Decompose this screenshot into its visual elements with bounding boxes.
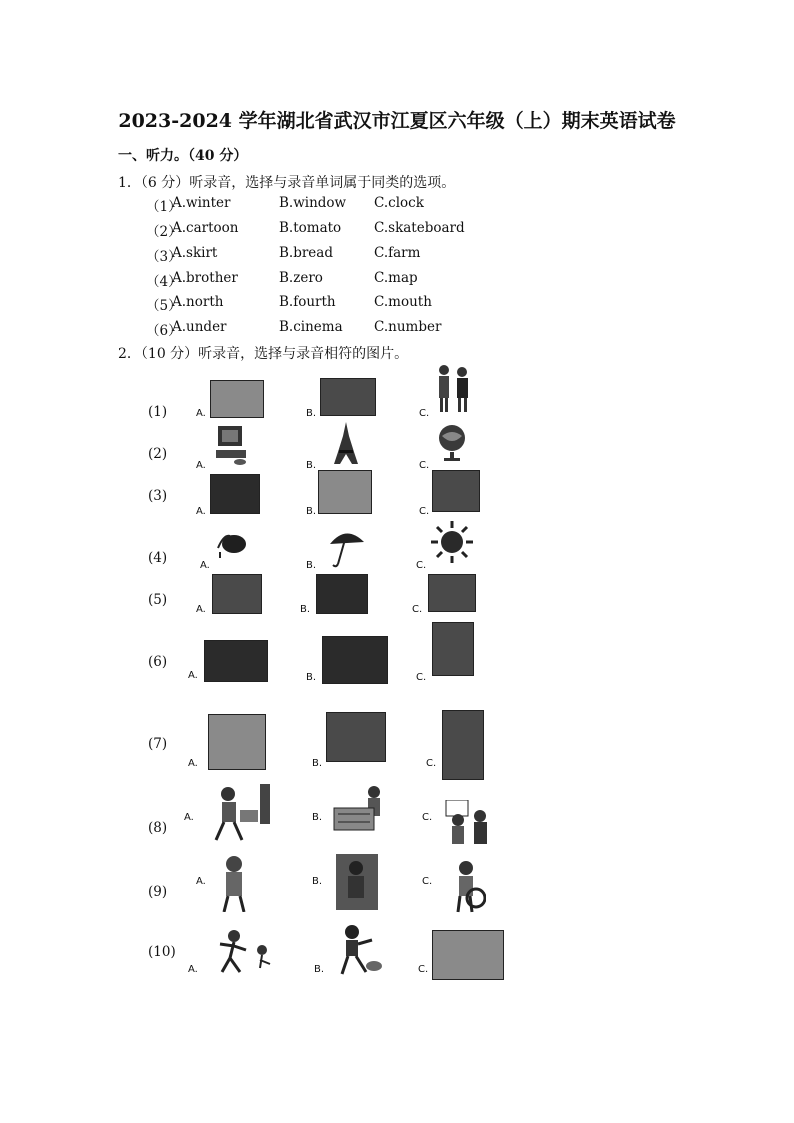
picture-row (146, 852, 566, 916)
sun-picture[interactable] (430, 520, 474, 564)
option-c: C.clock (374, 195, 424, 211)
question-2-stem: 2．（10 分）听录音，选择与录音相符的图片。 (118, 346, 409, 362)
landscape-picture[interactable] (210, 474, 260, 514)
boy-running-picture[interactable] (332, 924, 386, 976)
option-number: （2） (146, 224, 182, 240)
option-number: （1） (146, 199, 182, 215)
girl-bicycle-picture[interactable] (450, 858, 486, 914)
globe-picture[interactable] (436, 422, 470, 462)
road-picture[interactable] (322, 636, 388, 684)
row-number: (6) (148, 654, 168, 670)
two-people-sketch-picture[interactable] (430, 362, 476, 414)
option-c: C.farm (374, 245, 421, 261)
playing-scene-picture[interactable] (432, 930, 504, 980)
picture-row (146, 622, 566, 692)
choice-c-letter: C. (419, 408, 430, 419)
choice-c-letter: C. (426, 758, 437, 769)
two-people-talking-picture[interactable] (444, 800, 496, 854)
option-b: B.zero (279, 270, 323, 286)
choice-b-letter: B. (312, 876, 323, 887)
cooking-person-sketch-picture[interactable] (330, 784, 392, 840)
picture-row (146, 362, 566, 422)
picture-row (146, 782, 566, 860)
choice-a-letter: A. (188, 758, 198, 769)
option-c: C.mouth (374, 294, 432, 310)
street-scene-picture[interactable] (320, 378, 376, 416)
choice-b-letter: B. (314, 964, 325, 975)
row-number: (3) (148, 488, 168, 504)
row-number: (8) (148, 820, 168, 836)
option-a: A.north (172, 294, 224, 310)
choice-c-letter: C. (419, 460, 430, 471)
row-number: (7) (148, 736, 168, 752)
kitchen-picture[interactable] (442, 710, 484, 780)
choice-b-letter: B. (300, 604, 311, 615)
tall-building-picture[interactable] (432, 622, 474, 676)
choice-c-letter: C. (416, 672, 427, 683)
choice-b-letter: B. (306, 460, 317, 471)
field-picture[interactable] (204, 640, 268, 682)
option-a: A.skirt (172, 245, 218, 261)
option-c: C.map (374, 270, 418, 286)
choice-a-letter: A. (196, 604, 206, 615)
choice-c-letter: C. (422, 812, 433, 823)
choice-b-letter: B. (306, 672, 317, 683)
choice-c-letter: C. (419, 506, 430, 517)
tiger-person-picture[interactable] (216, 854, 252, 912)
choice-c-letter: C. (422, 876, 433, 887)
option-b: B.bread (279, 245, 333, 261)
choice-b-letter: B. (306, 506, 317, 517)
classroom-picture[interactable] (326, 712, 386, 762)
running-kids-picture[interactable] (216, 928, 276, 976)
row-number: (10) (148, 944, 176, 960)
choice-b-letter: B. (312, 758, 323, 769)
option-number: （3） (146, 249, 182, 265)
choice-b-letter: B. (312, 812, 323, 823)
choice-c-letter: C. (416, 560, 427, 571)
option-b: B.tomato (279, 220, 342, 236)
choice-a-letter: A. (184, 812, 194, 823)
eiffel-tower-picture[interactable] (332, 422, 360, 464)
option-b: B.window (279, 195, 347, 211)
option-b: B.cinema (279, 319, 343, 335)
option-c: C.number (374, 319, 442, 335)
question-1-stem: 1．（6 分）听录音，选择与录音单词属于同类的选项。 (118, 175, 456, 191)
option-b: B.fourth (279, 294, 336, 310)
choice-a-letter: A. (188, 670, 198, 681)
row-number: (4) (148, 550, 168, 566)
city-view-picture[interactable] (318, 470, 372, 514)
umbrella-rain-picture[interactable] (326, 524, 368, 568)
choice-b-letter: B. (306, 408, 317, 419)
computer-sketch-picture[interactable] (214, 424, 250, 466)
choice-a-letter: A. (196, 460, 206, 471)
computer-picture[interactable] (210, 380, 264, 418)
street-house-picture[interactable] (212, 574, 262, 614)
option-a: A.under (172, 319, 227, 335)
picture-row (146, 922, 566, 984)
picture-row (146, 574, 566, 622)
wind-picture[interactable] (216, 528, 252, 558)
choice-b-letter: B. (306, 560, 317, 571)
option-c: C.skateboard (374, 220, 465, 236)
lake-scene-picture[interactable] (432, 470, 480, 512)
option-number: （5） (146, 298, 182, 314)
choice-a-letter: A. (196, 408, 206, 419)
choice-a-letter: A. (196, 506, 206, 517)
option-a: A.cartoon (172, 220, 239, 236)
option-number: （6） (146, 323, 182, 339)
choice-c-letter: C. (412, 604, 423, 615)
document-title: 2023-2024 学年湖北省武汉市江夏区六年级（上）期末英语试卷 (118, 110, 676, 132)
choice-c-letter: C. (418, 964, 429, 975)
building-picture[interactable] (316, 574, 368, 614)
choice-a-letter: A. (188, 964, 198, 975)
option-a: A.winter (172, 195, 231, 211)
choice-a-letter: A. (200, 560, 210, 571)
row-number: (5) (148, 592, 168, 608)
reading-person-sketch-picture[interactable] (212, 782, 276, 844)
picture-row (146, 470, 566, 520)
row-number: (2) (148, 446, 168, 462)
picture-row (146, 422, 566, 470)
option-a: A.brother (172, 270, 238, 286)
row-number: (1) (148, 404, 168, 420)
row-number: (9) (148, 884, 168, 900)
people-group-picture[interactable] (208, 714, 266, 770)
picture-row (146, 520, 566, 574)
section-listening-heading: 一、听力。（40 分） (118, 148, 248, 164)
picture-row (146, 706, 566, 780)
boy-box-picture[interactable] (336, 854, 378, 910)
shop-front-picture[interactable] (428, 574, 476, 612)
choice-a-letter: A. (196, 876, 206, 887)
option-number: （4） (146, 274, 182, 290)
